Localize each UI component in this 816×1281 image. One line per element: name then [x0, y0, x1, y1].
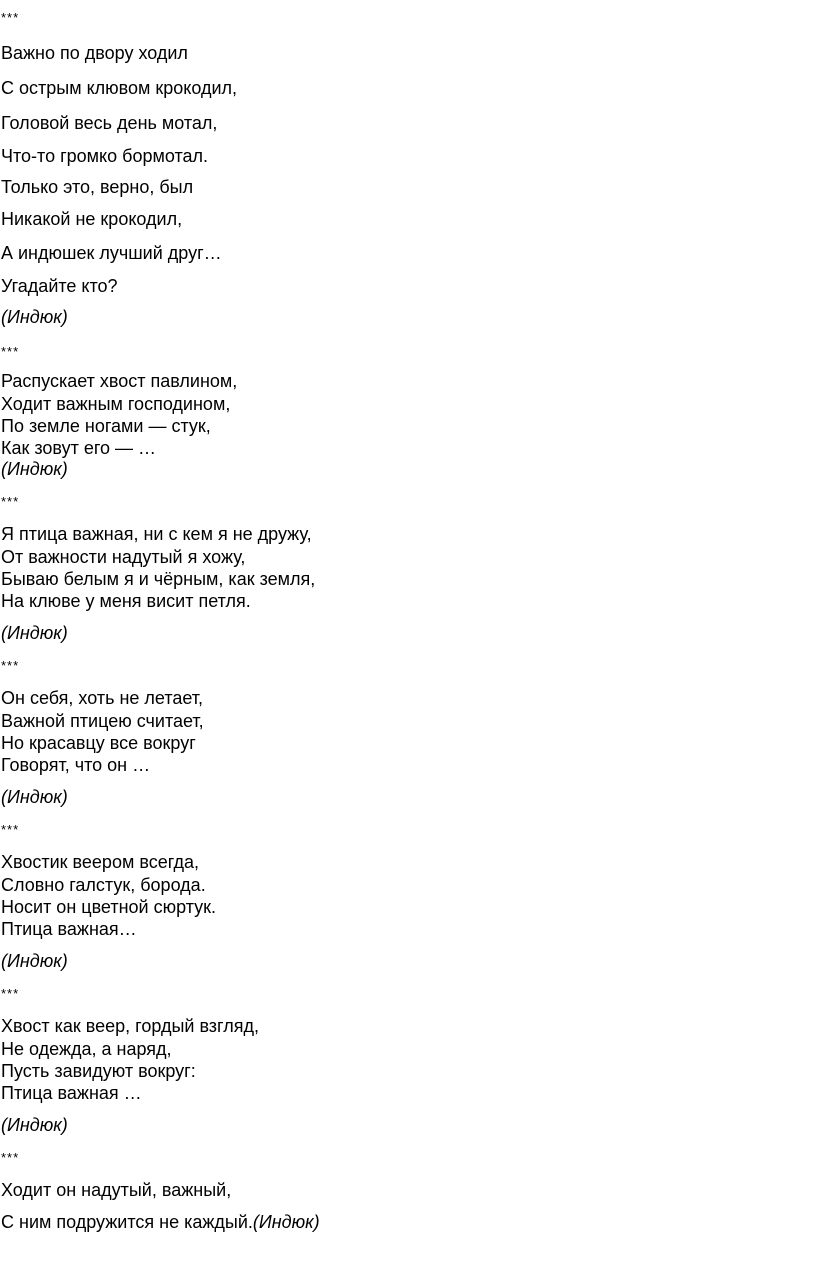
separator-stars: ***: [1, 986, 20, 1001]
riddle-line: Ходит он надутый, важный,: [1, 1180, 232, 1200]
riddle-line: Бываю белым я и чёрным, как земля,: [1, 569, 316, 589]
riddle-line: Птица важная …: [1, 1083, 142, 1103]
separator-stars: ***: [1, 10, 20, 25]
riddle-line: От важности надутый я хожу,: [1, 547, 246, 567]
riddle-line: Что-то громко бормотал.: [1, 146, 209, 166]
separator-stars: ***: [1, 494, 20, 509]
riddle-line: По земле ногами — стук,: [1, 416, 211, 436]
riddle-line: Словно галстук, борода.: [1, 875, 206, 895]
riddle-line: Я птица важная, ни с кем я не дружу,: [1, 524, 312, 544]
riddle-line: Ходит важным господином,: [1, 394, 231, 414]
riddle-line: Носит он цветной сюртук.: [1, 897, 217, 917]
separator-stars: ***: [1, 822, 20, 837]
riddle-line: Не одежда, а наряд,: [1, 1039, 172, 1059]
riddle-line: Хвостик веером всегда,: [1, 852, 199, 872]
separator-stars: ***: [1, 1150, 20, 1165]
riddle-line-final: [1, 1212, 320, 1232]
riddle-answer: (Индюк): [1, 623, 68, 643]
riddle-answer: (Индюк): [1, 951, 68, 971]
riddle-line: Хвост как веер, гордый взгляд,: [1, 1016, 259, 1036]
riddle-line: На клюве у меня висит петля.: [1, 591, 251, 611]
riddle-line: Он себя, хоть не летает,: [1, 688, 204, 708]
riddle-line: Только это, верно, был: [1, 177, 194, 197]
riddle-answer: (Индюк): [252, 1212, 320, 1232]
riddle-line: Важной птицею считает,: [1, 711, 204, 731]
riddle-line: Головой весь день мотал,: [1, 113, 218, 133]
separator-stars: ***: [1, 658, 20, 673]
riddle-line: С острым клювом крокодил,: [1, 78, 238, 98]
riddle-line: Распускает хвост павлином,: [1, 371, 238, 391]
riddle-answer: (Индюк): [1, 459, 68, 479]
riddle-line: Птица важная…: [1, 919, 137, 939]
riddle-answer: (Индюк): [1, 787, 68, 807]
riddle-line: А индюшек лучший друг…: [1, 243, 222, 263]
riddle-line: Но красавцу все вокруг: [1, 733, 196, 753]
riddle-answer: (Индюк): [1, 1115, 68, 1135]
riddle-line-text: С ним подружится не каждый.: [1, 1212, 253, 1232]
riddle-line: Пусть завидуют вокруг:: [1, 1061, 196, 1081]
riddle-line: Как зовут его — …: [1, 438, 157, 458]
riddle-line: Важно по двору ходил: [1, 43, 188, 63]
riddle-line: Говорят, что он …: [1, 755, 151, 775]
separator-stars: ***: [1, 344, 20, 359]
riddle-line: Угадайте кто?: [1, 276, 118, 296]
riddle-answer: (Индюк): [1, 307, 68, 327]
riddle-line: Никакой не крокодил,: [1, 209, 183, 229]
